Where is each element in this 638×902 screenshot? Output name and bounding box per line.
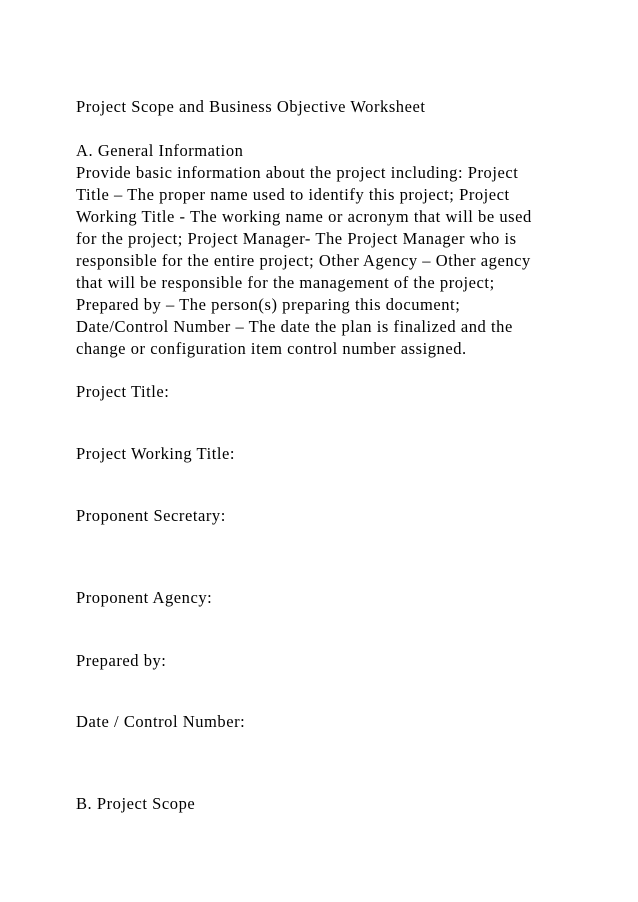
date-control-number-label: Date / Control Number: — [76, 712, 246, 731]
intro-line: that will be responsible for the management of the project; — [76, 273, 495, 292]
project-working-title-label: Project Working Title: — [76, 444, 235, 463]
intro-line: for the project; Project Manager- The Project Manager who is — [76, 229, 517, 248]
intro-line: Date/Control Number – The date the plan is finalized and the — [76, 317, 513, 336]
intro-line: responsible for the entire project; Other Agency – Other agency — [76, 251, 531, 270]
intro-line: Working Title - The working name or acronym that will be used — [76, 207, 532, 226]
intro-line: Provide basic information about the project including: Project — [76, 163, 519, 182]
section-b-heading: B. Project Scope — [76, 794, 196, 813]
document-title: Project Scope and Business Objective Worksheet — [76, 97, 426, 116]
proponent-secretary-label: Proponent Secretary: — [76, 506, 226, 525]
intro-line: change or configuration item control number assigned. — [76, 339, 467, 358]
section-a-heading: A. General Information — [76, 141, 244, 160]
project-title-label: Project Title: — [76, 382, 170, 401]
intro-line: Title – The proper name used to identify this project; Project — [76, 185, 510, 204]
prepared-by-label: Prepared by: — [76, 651, 167, 670]
intro-line: Prepared by – The person(s) preparing this document; — [76, 295, 461, 314]
proponent-agency-label: Proponent Agency: — [76, 588, 213, 607]
